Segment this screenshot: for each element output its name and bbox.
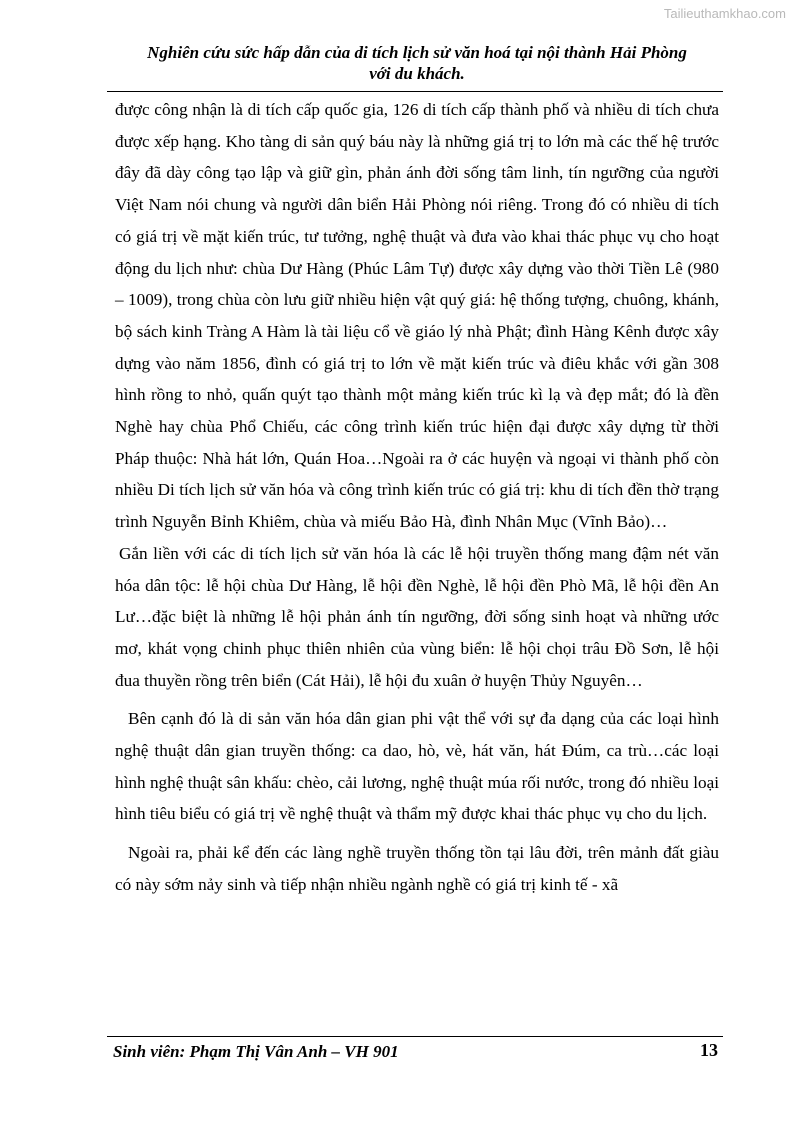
paragraph-1: được công nhận là di tích cấp quốc gia, 126 di tích cấp thành phố và nhiều di tích chưa được xếp hạng. Kho tàng di sản quý báu này là những giá trị to lớn mà các thế hệ trước đây đã dày công tạo lập và giữ gìn, phản ánh đời sống tâm linh, tín ngưỡng của người Việt Nam nói chung và người dân biển Hải Phòng nói riêng. Trong đó có nhiều di tích có giá trị về mặt kiến trúc, tư tưởng, nghệ thuật và đưa vào khai thác phục vụ cho hoạt động du lịch như: chùa Dư Hàng (Phúc Lâm Tự) được xây dựng vào thời Tiền Lê (980 – 1009), trong chùa còn lưu giữ nhiều hiện vật quý giá: hệ thống tượng, chuông, khánh, bộ sách kinh Tràng A Hàm là tài liệu cổ về giáo lý nhà Phật; đình Hàng Kênh được xây dựng vào năm 1856, đình có giá trị to lớn về mặt kiến trúc và điêu khắc với gần 308 hình rồng to nhỏ, quấn quýt tạo thành một mảng kiến trúc kì lạ và đẹp mắt; đó là đền Nghè hay chùa Phổ Chiếu, các công trình kiến trúc hiện đại được xây dựng từ thời Pháp thuộc: Nhà hát lớn, Quán Hoa…Ngoài ra ở các huyện và ngoại vi thành phố còn nhiều Di tích lịch sử văn hóa và công trình kiến trúc có giá trị: khu di tích đền thờ trạng trình Nguyễn Bỉnh Khiêm, chùa và miếu Bảo Hà, đình Nhân Mục (Vĩnh Bảo)…	[115, 100, 719, 532]
document-body	[115, 94, 719, 901]
header-divider	[107, 91, 723, 92]
paragraph-4: Ngoài ra, phải kể đến các làng nghề truyền thống tồn tại lâu đời, trên mảnh đất giàu có này sớm nảy sinh và tiếp nhận nhiều ngành nghề có giá trị kinh tế - xã	[115, 843, 719, 894]
footer-author: Sinh viên: Phạm Thị Vân Anh – VH 901	[113, 1042, 399, 1061]
footer-divider	[107, 1036, 723, 1037]
page-number: 13	[700, 1040, 718, 1060]
paragraph-2: Gắn liền với các di tích lịch sử văn hóa là các lễ hội truyền thống mang đậm nét văn hóa dân tộc: lễ hội chùa Dư Hàng, lễ hội đền Nghè, lễ hội đền Phò Mã, lễ hội đền An Lư…đặc biệt là những lễ hội phản ánh tín ngưỡng, đời sống sinh hoạt và những ước mơ, khát vọng chinh phục thiên nhiên của vùng biển: lễ hội chọi trâu Đồ Sơn, lễ hội đua thuyền rồng trên biển (Cát Hải), lễ hội đu xuân ở huyện Thủy Nguyên…	[115, 543, 719, 690]
watermark: Tailieuthamkhao.com	[663, 6, 786, 21]
header-title-line1: Nghiên cứu sức hấp dẫn của di tích lịch sử văn hoá tại nội thành Hải Phòng	[147, 43, 687, 62]
paragraph-3: Bên cạnh đó là di sản văn hóa dân gian phi vật thể với sự đa dạng của các loại hình nghệ thuật dân gian truyền thống: ca dao, hò, vè, hát văn, hát Đúm, ca trù…các loại hình nghệ thuật sân khấu: chèo, cải lương, nghệ thuật múa rối nước, trong đó nhiều loại hình tiêu biểu có giá trị về nghệ thuật và thẩm mỹ được khai thác phục vụ cho du lịch.	[115, 709, 719, 824]
page-header	[107, 42, 727, 84]
header-title-line2: với du khách.	[369, 64, 465, 83]
